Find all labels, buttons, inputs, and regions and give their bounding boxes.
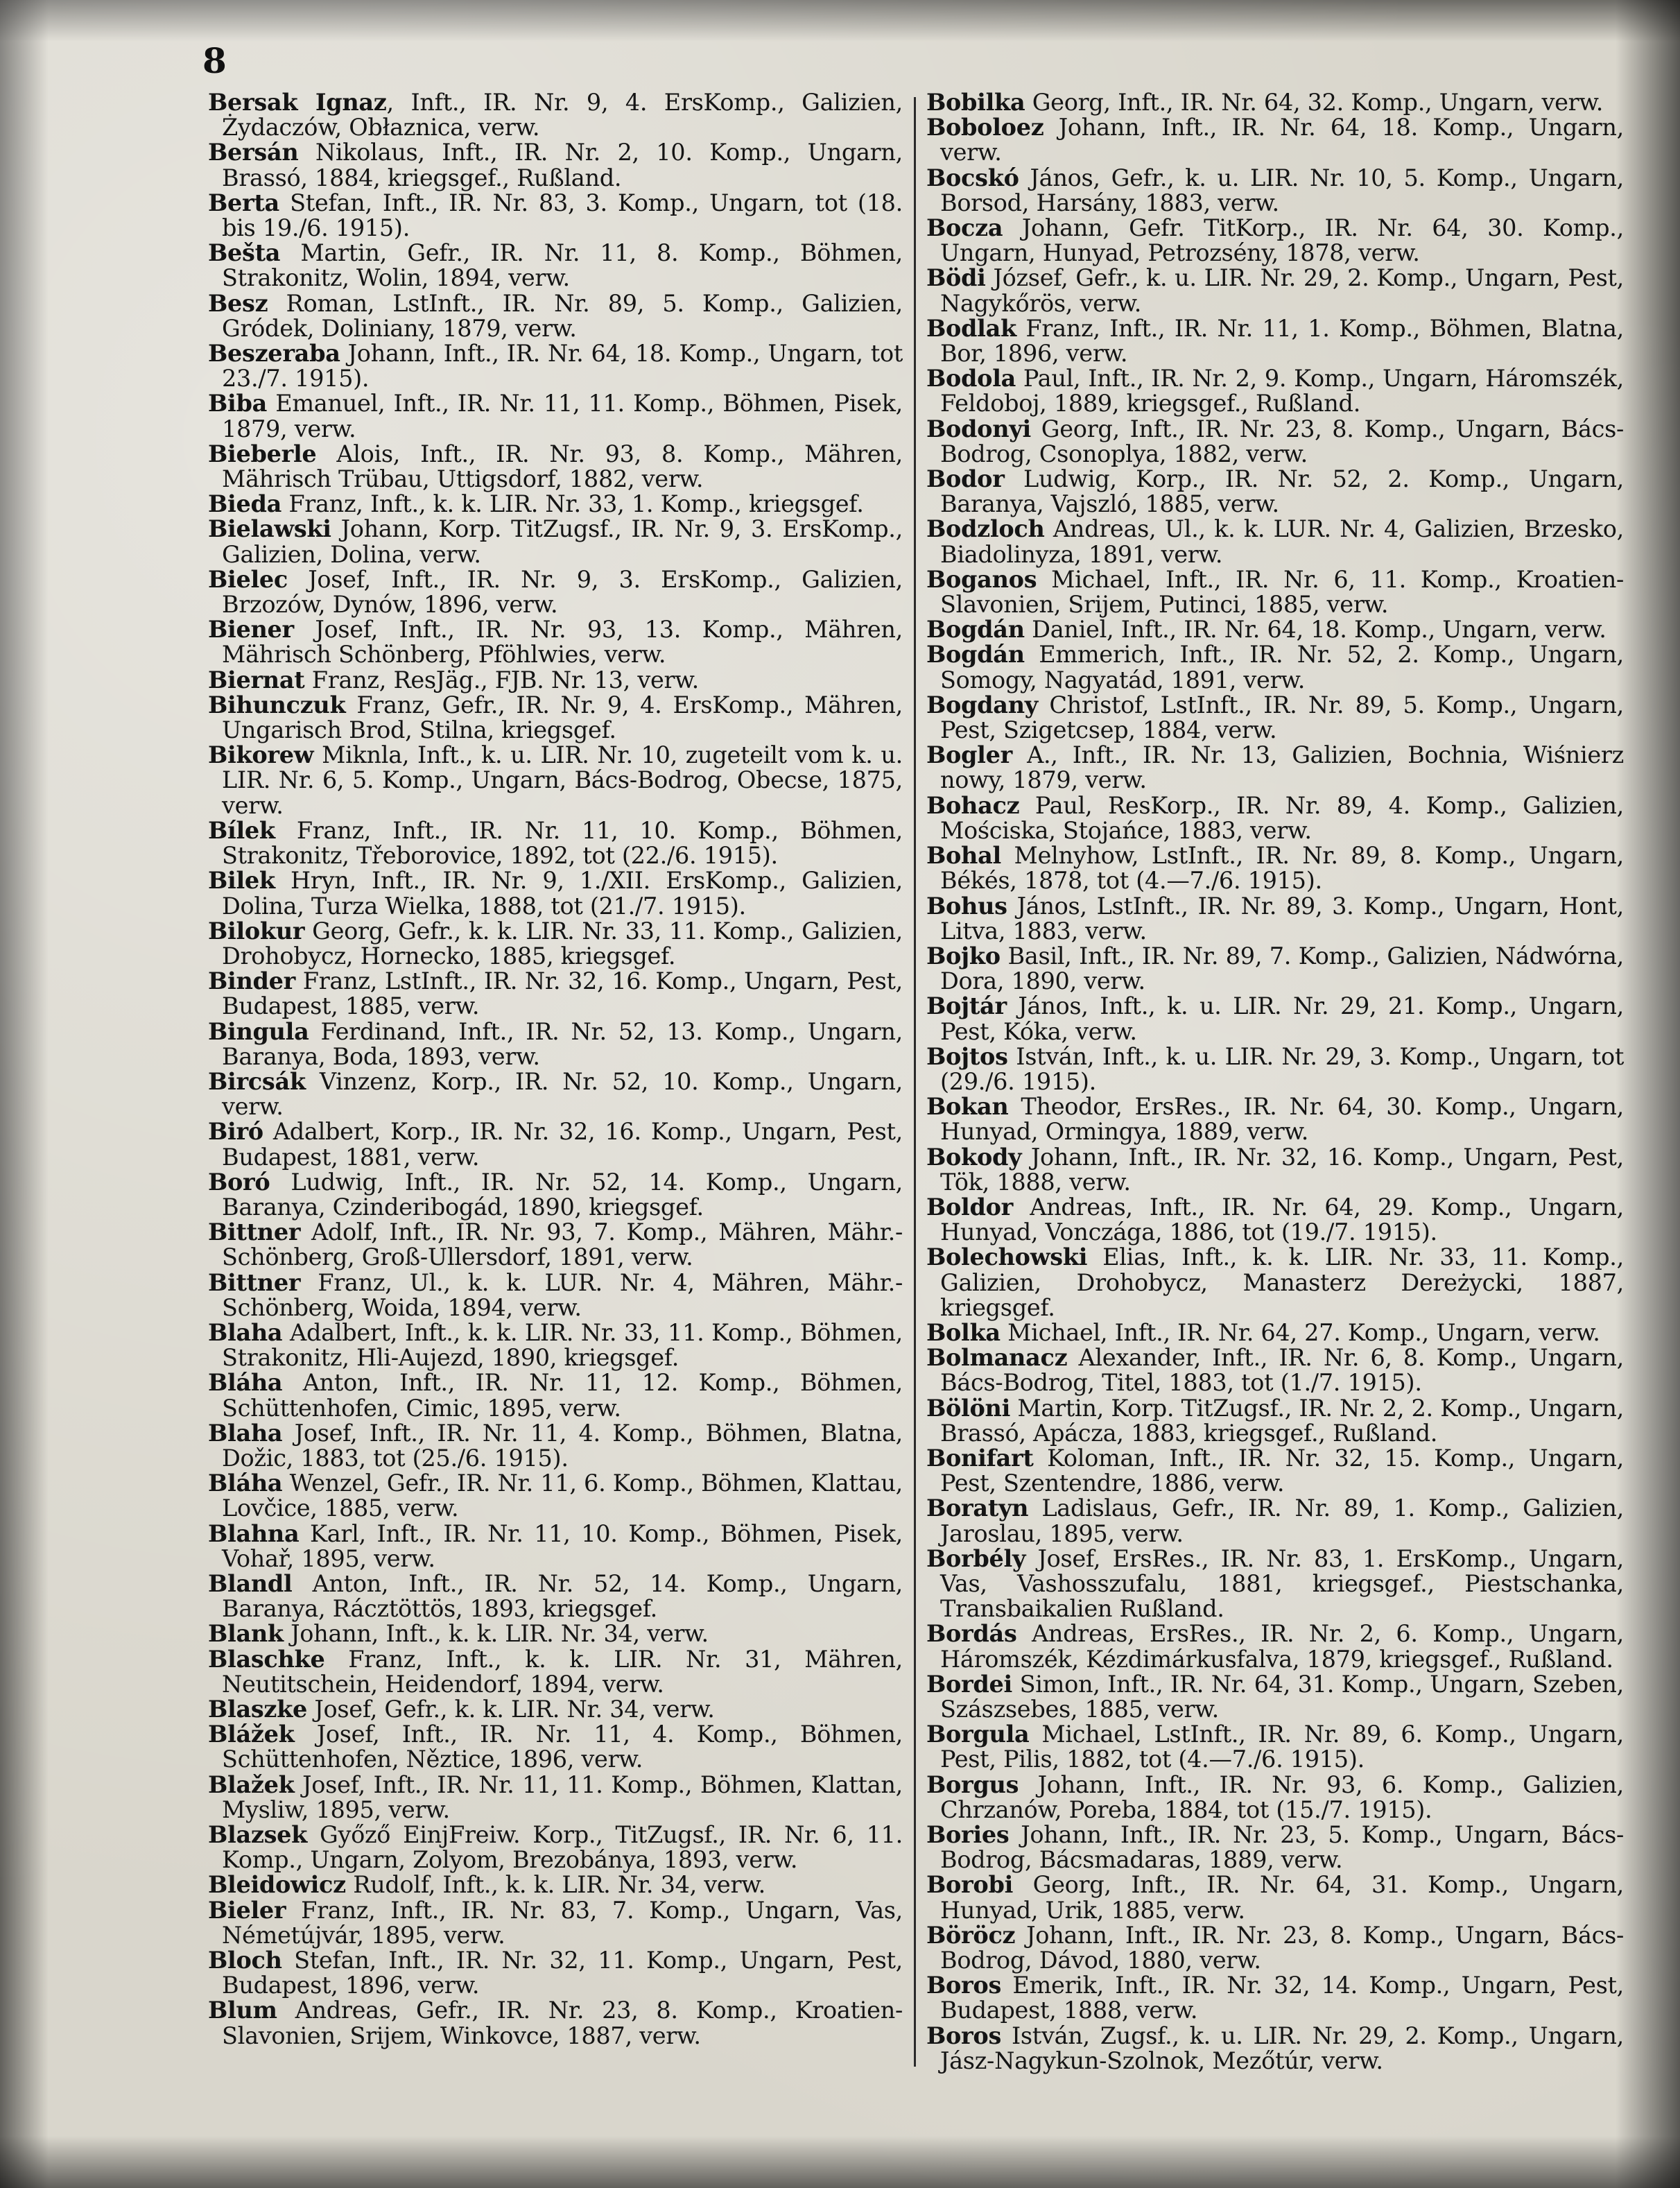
entry-details: Franz, Inft., IR. Nr. 11, 1. Komp., Böhmen, Blatna, Bor, 1896, verw. xyxy=(940,314,1624,368)
entry-surname: Bohal xyxy=(926,842,1001,870)
entry-surname: Bersán xyxy=(208,139,299,166)
entry-details: Josef, Inft., IR. Nr. 9, 3. ErsKomp., Galizien, Brzozów, Dynów, 1896, verw. xyxy=(222,565,903,619)
list-item xyxy=(926,1823,1624,1872)
entry-surname: Bleidowicz xyxy=(208,1871,346,1899)
list-item xyxy=(926,216,1624,266)
entry-details: Josef, Inft., IR. Nr. 93, 13. Komp., Mähren, Mährisch Schönberg, Pföhlwies, verw. xyxy=(222,616,903,669)
entry-surname: Biernat xyxy=(208,666,305,694)
entry-details: Adolf, Inft., IR. Nr. 93, 7. Komp., Mähren, Mähr.-Schönberg, Groß-Ullersdorf, 1891, verw. xyxy=(222,1218,903,1271)
entry-details: Martin, Korp. TitZugsf., IR. Nr. 2, 2. Komp., Ungarn, Brassó, Apácza, 1883, kriegsgef., Rußland. xyxy=(940,1394,1624,1447)
list-item xyxy=(926,417,1624,467)
entry-details: József, Gefr., k. u. LIR. Nr. 29, 2. Komp., Ungarn, Pest, Nagykőrös, verw. xyxy=(940,264,1624,317)
entry-surname: Bielec xyxy=(208,565,288,593)
entry-details: Ladislaus, Gefr., IR. Nr. 89, 1. Komp., Galizien, Jaroslau, 1895, verw. xyxy=(940,1494,1624,1547)
entry-details: Josef, Inft., IR. Nr. 11, 11. Komp., Böhmen, Klattan, Mysliw, 1895, verw. xyxy=(222,1771,903,1823)
list-item xyxy=(926,1320,1624,1345)
entry-surname: Bogdán xyxy=(926,641,1025,669)
entry-details: Roman, LstInft., IR. Nr. 89, 5. Komp., Galizien, Gródek, Doliniany, 1879, verw. xyxy=(222,289,903,342)
entry-details: Koloman, Inft., IR. Nr. 32, 15. Komp., Ungarn, Pest, Szentendre, 1886, verw. xyxy=(940,1444,1624,1497)
entry-surname: Bojtos xyxy=(926,1042,1008,1070)
entry-surname: Biró xyxy=(208,1118,263,1146)
entry-details: István, Inft., k. u. LIR. Nr. 29, 3. Komp., Ungarn, tot (29./6. 1915). xyxy=(940,1042,1624,1095)
list-item xyxy=(926,1544,1624,1623)
entry-surname: Bories xyxy=(926,1821,1010,1849)
list-item xyxy=(208,668,903,693)
list-item xyxy=(208,1647,903,1697)
entry-surname: Bordás xyxy=(926,1620,1017,1648)
list-item xyxy=(208,241,903,291)
entry-details: Nikolaus, Inft., IR. Nr. 2, 10. Komp., Ungarn, Brassó, 1884, kriegsgef., Rußland. xyxy=(222,139,903,191)
entry-details: Georg, Inft., IR. Nr. 64, 32. Komp., Ungarn, verw. xyxy=(1025,89,1604,116)
entry-details: Alexander, Inft., IR. Nr. 6, 8. Komp., Ungarn, Bács-Bodrog, Titel, 1883, tot (1./7. 1915). xyxy=(940,1344,1624,1397)
list-item xyxy=(208,442,903,492)
list-item xyxy=(208,1697,903,1722)
entry-surname: Boros xyxy=(926,2022,1002,2049)
entry-details: Josef, Gefr., k. k. LIR. Nr. 34, verw. xyxy=(307,1696,715,1723)
list-item xyxy=(926,316,1624,366)
list-item xyxy=(208,1948,903,1998)
entry-surname: Bláha xyxy=(208,1470,283,1497)
list-item xyxy=(208,517,903,567)
entry-surname: Blažek xyxy=(208,1771,295,1798)
entry-surname: Bihunczuk xyxy=(208,691,346,718)
entry-surname: Bersak Ignaz xyxy=(208,89,387,116)
entry-details: Andreas, Ul., k. k. LUR. Nr. 4, Galizien, Brzesko, Biadolinyza, 1891, verw. xyxy=(940,515,1624,568)
entry-surname: Blážek xyxy=(208,1721,295,1748)
entry-details: Győző EinjFreiw. Korp., TitZugsf., IR. Nr. 6, 11. Komp., Ungarn, Zolyom, Brezobánya, 1893, verw. xyxy=(222,1821,903,1874)
entry-details: Franz, Gefr., IR. Nr. 9, 4. ErsKomp., Mähren, Ungarisch Brod, Stilna, kriegsgef. xyxy=(222,691,903,744)
entry-details: Andreas, Gefr., IR. Nr. 23, 8. Komp., Kroatien-Slavonien, Srijem, Winkovce, 1887, verw. xyxy=(222,1997,903,2049)
entry-surname: Blaszke xyxy=(208,1696,308,1723)
entry-details: Hryn, Inft., IR. Nr. 9, 1./XII. ErsKomp., Galizien, Dolina, Turza Wielka, 1888, tot (21./7. 1915). xyxy=(222,867,903,920)
list-item xyxy=(926,266,1624,316)
entry-surname: Bieda xyxy=(208,490,282,518)
list-item xyxy=(208,341,903,391)
list-item xyxy=(926,467,1624,517)
entry-details: Adalbert, Inft., k. k. LIR. Nr. 33, 11. Komp., Böhmen, Strakonitz, Hli-Aujezd, 1890, kriegsgef. xyxy=(222,1318,903,1372)
entry-surname: Bocskó xyxy=(926,164,1019,191)
list-item xyxy=(208,1170,903,1220)
entry-surname: Bojtár xyxy=(926,992,1007,1020)
list-item xyxy=(208,868,903,918)
list-item xyxy=(926,1446,1624,1496)
list-item xyxy=(926,617,1624,642)
list-item xyxy=(208,919,903,969)
entry-surname: Bešta xyxy=(208,239,281,267)
entry-surname: Blaha xyxy=(208,1419,283,1447)
list-item xyxy=(208,1519,903,1572)
entry-details: Johann, Inft., IR. Nr. 32, 16. Komp., Ungarn, Pest, Tök, 1888, verw. xyxy=(940,1143,1624,1196)
entry-surname: Blank xyxy=(208,1620,284,1648)
entry-surname: Bogdán xyxy=(926,616,1025,644)
entry-surname: Bogler xyxy=(926,741,1012,769)
entry-surname: Bordei xyxy=(926,1670,1012,1698)
entry-details: Karl, Inft., IR. Nr. 11, 10. Komp., Böhmen, Pisek, Vohař, 1895, verw. xyxy=(222,1519,903,1572)
entry-details: Miknla, Inft., k. u. LIR. Nr. 10, zugeteilt vom k. u. LIR. Nr. 6, 5. Komp., Ungarn, Bács-Bodrog, Obecse, 1875, verw. xyxy=(222,741,903,819)
list-item xyxy=(208,1220,903,1270)
entry-details: Johann, Korp. TitZugsf., IR. Nr. 9, 3. ErsKomp., Galizien, Dolina, verw. xyxy=(222,515,903,568)
entry-details: János, Inft., k. u. LIR. Nr. 29, 21. Komp., Ungarn, Pest, Kóka, verw. xyxy=(940,992,1624,1045)
entry-surname: Bobilka xyxy=(926,89,1025,116)
list-item xyxy=(208,617,903,667)
entry-surname: Bolechowski xyxy=(926,1243,1088,1271)
entry-details: Michael, Inft., IR. Nr. 6, 11. Komp., Kroatien-Slavonien, Srijem, Putinci, 1885, verw. xyxy=(940,565,1624,619)
entry-surname: Boganos xyxy=(926,565,1037,593)
entry-details: Josef, ErsRes., IR. Nr. 83, 1. ErsKomp., Ungarn, Vas, Vashosszufalu, 1881, kriegsgef., Piestschanka, Transbaikalien Rußland. xyxy=(940,1544,1624,1623)
list-item xyxy=(208,90,903,140)
list-item xyxy=(926,1094,1624,1144)
entry-details: Johann, Inft., IR. Nr. 93, 6. Komp., Galizien, Chrzanów, Poreba, 1884, tot (15./7. 1915). xyxy=(940,1771,1624,1823)
list-item xyxy=(208,1320,903,1370)
list-item xyxy=(208,1119,903,1169)
list-item xyxy=(926,2024,1624,2074)
list-item xyxy=(208,818,903,868)
list-item xyxy=(208,140,903,190)
entry-details: Elias, Inft., k. k. LIR. Nr. 33, 11. Komp., Galizien, Drohobycz, Manasterz Dereżycki, 1887, kriegsgef. xyxy=(940,1243,1624,1321)
list-item xyxy=(926,693,1624,743)
entry-surname: Boró xyxy=(208,1168,270,1196)
entry-surname: Bohacz xyxy=(926,791,1020,819)
entry-surname: Bittner xyxy=(208,1218,301,1246)
column-divider xyxy=(914,97,916,2067)
entry-details: Georg, Gefr., k. k. LIR. Nr. 33, 11. Komp., Galizien, Drohobycz, Hornecko, 1885, kriegsgef. xyxy=(222,917,903,970)
entry-surname: Boros xyxy=(926,1972,1002,1999)
entry-details: Michael, LstInft., IR. Nr. 89, 6. Komp., Ungarn, Pest, Pilis, 1882, tot (4.—7./6. 1915). xyxy=(940,1721,1624,1773)
list-item xyxy=(926,743,1624,793)
entry-surname: Borgula xyxy=(926,1721,1030,1748)
entry-surname: Bodonyi xyxy=(926,415,1031,442)
entry-details: Franz, ResJäg., FJB. Nr. 13, verw. xyxy=(304,666,699,694)
entry-details: Emmerich, Inft., IR. Nr. 52, 2. Komp., Ungarn, Somogy, Nagyatád, 1891, verw. xyxy=(940,641,1624,694)
list-item xyxy=(208,291,903,341)
entry-details: Ferdinand, Inft., IR. Nr. 52, 13. Komp., Ungarn, Baranya, Boda, 1893, verw. xyxy=(222,1017,903,1070)
list-item xyxy=(208,1069,903,1119)
list-item xyxy=(926,1923,1624,1973)
list-item xyxy=(926,894,1624,944)
entry-details: Johann, Inft., k. k. LIR. Nr. 34, verw. xyxy=(283,1620,709,1648)
entry-surname: Bolka xyxy=(926,1318,1001,1346)
list-item xyxy=(926,1496,1624,1546)
entry-details: Ludwig, Korp., IR. Nr. 52, 2. Komp., Ungarn, Baranya, Vajszló, 1885, verw. xyxy=(940,465,1624,518)
entry-surname: Bieler xyxy=(208,1896,286,1924)
entry-details: Andreas, ErsRes., IR. Nr. 2, 6. Komp., Ungarn, Háromszék, Kézdimárkusfalva, 1879, kriegsgef., Rußland. xyxy=(940,1620,1624,1673)
list-item xyxy=(926,1773,1624,1823)
list-item xyxy=(926,1345,1624,1395)
entry-details: Adalbert, Korp., IR. Nr. 32, 16. Komp., Ungarn, Pest, Budapest, 1881, verw. xyxy=(222,1118,903,1171)
list-item xyxy=(926,1621,1624,1671)
entry-surname: Besz xyxy=(208,289,268,317)
list-item xyxy=(926,1245,1624,1320)
entry-surname: Borobi xyxy=(926,1871,1014,1899)
entry-surname: Binder xyxy=(208,967,295,995)
entry-details: Franz, LstInft., IR. Nr. 32, 16. Komp., Ungarn, Pest, Budapest, 1885, verw. xyxy=(222,967,903,1020)
list-item xyxy=(926,944,1624,994)
list-item xyxy=(208,492,903,517)
list-item xyxy=(926,1973,1624,2023)
list-item xyxy=(208,743,903,818)
entry-details: Franz, Inft., k. k. LIR. Nr. 33, 1. Komp., kriegsgef. xyxy=(282,490,864,518)
entry-surname: Bláha xyxy=(208,1369,283,1397)
entry-details: Anton, Inft., IR. Nr. 52, 14. Komp., Ungarn, Baranya, Rácztöttös, 1893, kriegsgef. xyxy=(222,1569,903,1623)
entry-surname: Berta xyxy=(208,189,279,216)
list-item xyxy=(208,1270,903,1320)
entry-surname: Bokan xyxy=(926,1093,1009,1121)
list-item xyxy=(926,1872,1624,1922)
page-number: 8 xyxy=(202,40,227,81)
list-item xyxy=(208,191,903,241)
entry-surname: Boboloez xyxy=(926,114,1044,141)
list-item xyxy=(926,115,1624,165)
entry-surname: Bloch xyxy=(208,1947,282,1974)
entry-details: Stefan, Inft., IR. Nr. 32, 11. Komp., Ungarn, Pest, Budapest, 1896, verw. xyxy=(222,1947,903,1999)
entry-details: Johann, Inft., IR. Nr. 64, 18. Komp., Ungarn, tot 23./7. 1915). xyxy=(222,340,903,393)
entry-details: Alois, Inft., IR. Nr. 93, 8. Komp., Mähren, Mährisch Trübau, Uttigsdorf, 1882, verw. xyxy=(222,440,903,493)
entry-details: Simon, Inft., IR. Nr. 64, 31. Komp., Ungarn, Szeben, Szászsebes, 1885, verw. xyxy=(940,1670,1624,1723)
entry-surname: Borgus xyxy=(926,1771,1019,1798)
entry-details: Anton, Inft., IR. Nr. 11, 12. Komp., Böhmen, Schüttenhofen, Cimic, 1895, verw. xyxy=(222,1369,903,1422)
entry-surname: Bonifart xyxy=(926,1444,1034,1472)
entry-surname: Blaha xyxy=(208,1318,283,1346)
entry-surname: Blahna xyxy=(208,1519,300,1547)
entry-surname: Bieberle xyxy=(208,440,317,467)
entry-surname: Boratyn xyxy=(926,1494,1029,1522)
list-item xyxy=(926,1672,1624,1722)
entry-surname: Bocza xyxy=(926,214,1003,242)
list-item xyxy=(926,1396,1624,1446)
list-item xyxy=(208,1019,903,1069)
entry-surname: Beszeraba xyxy=(208,340,340,368)
entry-surname: Bodor xyxy=(926,465,1005,493)
entry-details: Paul, Inft., IR. Nr. 2, 9. Komp., Ungarn, Háromszék, Feldoboj, 1889, kriegsgef., Rußland. xyxy=(940,365,1624,417)
entry-surname: Bielawski xyxy=(208,515,331,543)
entry-surname: Bojko xyxy=(926,942,1001,970)
entry-surname: Blaschke xyxy=(208,1645,325,1673)
list-item xyxy=(926,1722,1624,1772)
entry-details: Franz, Inft., IR. Nr. 83, 7. Komp., Ungarn, Vas, Németújvár, 1895, verw. xyxy=(222,1896,903,1949)
list-item xyxy=(926,793,1624,843)
entry-details: Melnyhow, LstInft., IR. Nr. 89, 8. Komp., Ungarn, Békés, 1878, tot (4.—7./6. 1915). xyxy=(940,842,1624,895)
entry-details: , Inft., IR. Nr. 9, 4. ErsKomp., Galizien, Żydaczów, Obłaznica, verw. xyxy=(222,89,903,141)
entry-surname: Bohus xyxy=(926,892,1007,920)
list-item xyxy=(208,1471,903,1521)
list-item xyxy=(208,1872,903,1897)
entry-details: Emanuel, Inft., IR. Nr. 11, 11. Komp., Böhmen, Pisek, 1879, verw. xyxy=(222,390,903,442)
entry-surname: Bödi xyxy=(926,264,986,292)
entry-details: Emerik, Inft., IR. Nr. 32, 14. Komp., Ungarn, Pest, Budapest, 1888, verw. xyxy=(940,1972,1624,2024)
entry-surname: Bölöni xyxy=(926,1394,1011,1422)
list-item xyxy=(926,366,1624,416)
list-item xyxy=(208,1370,903,1420)
entry-details: Basil, Inft., IR. Nr. 89, 7. Komp., Galizien, Nádwórna, Dora, 1890, verw. xyxy=(940,942,1624,995)
entry-details: István, Zugsf., k. u. LIR. Nr. 29, 2. Komp., Ungarn, Jász-Nagykun-Szolnok, Mezőtúr, verw. xyxy=(940,2022,1624,2074)
left-column xyxy=(208,90,903,2049)
entry-surname: Boldor xyxy=(926,1193,1014,1221)
list-item xyxy=(926,166,1624,216)
entry-details: Georg, Inft., IR. Nr. 64, 31. Komp., Ungarn, Hunyad, Urik, 1885, verw. xyxy=(940,1871,1624,1924)
entry-surname: Bogdany xyxy=(926,691,1038,718)
list-item xyxy=(208,567,903,617)
list-item xyxy=(208,1421,903,1471)
list-item xyxy=(208,391,903,441)
entry-details: Michael, Inft., IR. Nr. 64, 27. Komp., Ungarn, verw. xyxy=(1000,1318,1600,1346)
list-item xyxy=(208,1898,903,1948)
entry-details: Wenzel, Gefr., IR. Nr. 11, 6. Komp., Böhmen, Klattau, Lovčice, 1885, verw. xyxy=(222,1470,903,1522)
entry-surname: Bingula xyxy=(208,1017,309,1045)
entry-details: Paul, ResKorp., IR. Nr. 89, 4. Komp., Galizien, Mościska, Stojańce, 1883, verw. xyxy=(940,791,1624,844)
list-item xyxy=(926,843,1624,893)
entry-surname: Bodzloch xyxy=(926,515,1045,543)
list-item xyxy=(926,1044,1624,1094)
entry-surname: Biener xyxy=(208,616,294,644)
entry-surname: Bittner xyxy=(208,1268,301,1296)
entry-details: Johann, Inft., IR. Nr. 23, 8. Komp., Ungarn, Bács-Bodrog, Dávod, 1880, verw. xyxy=(940,1921,1624,1974)
entry-surname: Bilokur xyxy=(208,917,305,945)
entry-details: Johann, Inft., IR. Nr. 64, 18. Komp., Ungarn, verw. xyxy=(940,114,1624,166)
entry-details: Johann, Gefr. TitKorp., IR. Nr. 64, 30. Komp., Ungarn, Hunyad, Petrozsény, 1878, verw. xyxy=(940,214,1624,267)
entry-details: Rudolf, Inft., k. k. LIR. Nr. 34, verw. xyxy=(345,1871,765,1899)
entry-details: Andreas, Inft., IR. Nr. 64, 29. Komp., Ungarn, Hunyad, Vonczága, 1886, tot (19./7. 1915). xyxy=(940,1193,1624,1246)
entry-details: Josef, Inft., IR. Nr. 11, 4. Komp., Böhmen, Schüttenhofen, Něztice, 1896, verw. xyxy=(222,1721,903,1773)
list-item xyxy=(208,693,903,743)
entry-details: Theodor, ErsRes., IR. Nr. 64, 30. Komp., Ungarn, Hunyad, Ormingya, 1889, verw. xyxy=(940,1093,1624,1146)
entry-surname: Böröcz xyxy=(926,1921,1016,1949)
list-item xyxy=(208,1773,903,1823)
list-item xyxy=(926,994,1624,1044)
entry-surname: Bokody xyxy=(926,1143,1022,1171)
entry-details: Daniel, Inft., IR. Nr. 64, 18. Komp., Ungarn, verw. xyxy=(1024,616,1607,644)
list-item xyxy=(926,567,1624,617)
entry-details: János, Gefr., k. u. LIR. Nr. 10, 5. Komp., Ungarn, Borsod, Harsány, 1883, verw. xyxy=(940,164,1624,216)
entry-surname: Blazsek xyxy=(208,1821,308,1849)
entry-details: Josef, Inft., IR. Nr. 11, 4. Komp., Böhmen, Blatna, Dožic, 1883, tot (25./6. 1915). xyxy=(222,1419,903,1472)
list-item xyxy=(926,642,1624,692)
list-item xyxy=(208,1571,903,1621)
list-item xyxy=(208,1621,903,1646)
entry-surname: Bilek xyxy=(208,867,275,895)
entry-details: Vinzenz, Korp., IR. Nr. 52, 10. Komp., Ungarn, verw. xyxy=(222,1067,903,1121)
entry-surname: Biba xyxy=(208,390,267,417)
entry-surname: Bodlak xyxy=(926,314,1016,342)
entry-details: Franz, Ul., k. k. LUR. Nr. 4, Mähren, Mähr.-Schönberg, Woida, 1894, verw. xyxy=(222,1268,903,1321)
entry-surname: Bodola xyxy=(926,365,1016,393)
entry-details: A., Inft., IR. Nr. 13, Galizien, Bochnia, Wiśnierz nowy, 1879, verw. xyxy=(940,741,1624,794)
list-item xyxy=(208,1823,903,1872)
list-item xyxy=(926,517,1624,567)
entry-details: Franz, Inft., k. k. LIR. Nr. 31, Mähren, Neutitschein, Heidendorf, 1894, verw. xyxy=(222,1645,903,1698)
list-item xyxy=(208,1722,903,1772)
entry-surname: Bikorew xyxy=(208,741,314,769)
entry-details: Franz, Inft., IR. Nr. 11, 10. Komp., Böhmen, Strakonitz, Třeborovice, 1892, tot (22./6. 1915). xyxy=(222,816,903,870)
entry-details: Christof, LstInft., IR. Nr. 89, 5. Komp., Ungarn, Pest, Szigetcsep, 1884, verw. xyxy=(940,691,1624,744)
entry-details: János, LstInft., IR. Nr. 89, 3. Komp., Ungarn, Hont, Litva, 1883, verw. xyxy=(940,892,1624,945)
entry-surname: Bircsák xyxy=(208,1067,306,1095)
right-column xyxy=(926,90,1624,2074)
list-item xyxy=(208,1998,903,2048)
entry-surname: Bolmanacz xyxy=(926,1344,1068,1372)
list-item xyxy=(926,1145,1624,1195)
entry-details: Martin, Gefr., IR. Nr. 11, 8. Komp., Böhmen, Strakonitz, Wolin, 1894, verw. xyxy=(222,239,903,292)
entry-details: Stefan, Inft., IR. Nr. 83, 3. Komp., Ungarn, tot (18. bis 19./6. 1915). xyxy=(222,189,903,242)
list-item xyxy=(926,90,1624,115)
entry-surname: Blum xyxy=(208,1997,277,2024)
list-item xyxy=(926,1195,1624,1245)
list-item xyxy=(208,969,903,1019)
entry-surname: Borbély xyxy=(926,1544,1026,1572)
entry-surname: Bílek xyxy=(208,816,275,844)
entry-details: Georg, Inft., IR. Nr. 23, 8. Komp., Ungarn, Bács-Bodrog, Csonoplya, 1882, verw. xyxy=(940,415,1624,467)
entry-details: Johann, Inft., IR. Nr. 23, 5. Komp., Ungarn, Bács-Bodrog, Bácsmadaras, 1889, verw. xyxy=(940,1821,1624,1874)
entry-details: Ludwig, Inft., IR. Nr. 52, 14. Komp., Ungarn, Baranya, Czinderibogád, 1890, kriegsgef. xyxy=(222,1168,903,1221)
entry-surname: Blandl xyxy=(208,1569,293,1597)
